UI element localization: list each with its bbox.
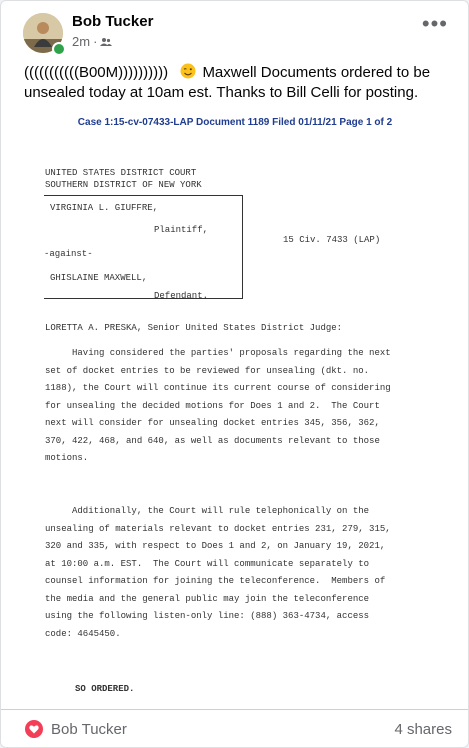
reactor-name[interactable]: Bob Tucker: [51, 721, 127, 738]
post-meta: [72, 34, 112, 49]
court-name: [45, 167, 202, 191]
love-reaction-icon[interactable]: [25, 720, 43, 738]
paragraph-2: Additionally, the Court will rule telephonically on the unsealing of materials relevant to docket entries 231, 279, 315, 320 and 335, with respect to Does 1 and 2, on January 19, 2021, at 10:00 a.m. EST. The Court will communicate separately to counsel information for joining the teleconference. Members of the media and the general public may join the teleconference using the following listen-only line: (888) 363-4734, access code: 4645450.: [45, 506, 391, 639]
more-options-icon[interactable]: •••: [421, 11, 448, 36]
document-header: Case 1:15-cv-07433-LAP Document 1189 Filed 01/11/21 Page 1 of 2: [77, 117, 393, 128]
plaintiff-role: Plaintiff,: [154, 225, 209, 235]
meta-separator: ·: [93, 34, 98, 49]
post-text-part2: Maxwell Documents ordered to be unsealed today at 10am est. Thanks to Bill Celli for posting.: [24, 64, 431, 101]
plaintiff-name: VIRGINIA L. GIUFFRE,: [50, 203, 159, 213]
defendant-role: Defendant.: [154, 291, 209, 301]
post-time[interactable]: 2m: [72, 34, 91, 49]
so-ordered: SO ORDERED.: [75, 684, 135, 694]
case-caption-box: [44, 195, 243, 299]
defendant-name: GHISLAINE MAXWELL,: [50, 273, 148, 283]
court-line-2: SOUTHERN DISTRICT OF NEW YORK: [45, 180, 202, 190]
post-text-part1: (((((((((((B00M)))))))))): [24, 64, 169, 81]
friends-icon[interactable]: [100, 37, 112, 47]
court-line-1: UNITED STATES DISTRICT COURT: [45, 168, 197, 178]
winking-face-icon: [180, 63, 196, 79]
post-text: [24, 63, 454, 103]
online-status-dot: [52, 42, 66, 56]
against-text: -against-: [44, 249, 93, 259]
post-footer: [1, 709, 468, 748]
court-document-image[interactable]: [19, 111, 451, 709]
author-name[interactable]: Bob Tucker: [72, 13, 154, 30]
post-header: [1, 1, 468, 59]
paragraph-1: Having considered the parties' proposals regarding the next set of docket entries to be reviewed for unsealing (dkt. no. 1188), the Court will continue its current course of considering for unsealing the decided motions for Does 1 and 2. The Court next will consider for unsealing docket entries 345, 356, 362, 370, 422, 468, and 640, as well as documents relevant to those motions.: [45, 348, 391, 463]
shares-count[interactable]: 4 shares: [394, 721, 452, 738]
judge-line: LORETTA A. PRESKA, Senior United States District Judge:: [45, 323, 343, 333]
case-number: 15 Civ. 7433 (LAP): [283, 235, 381, 245]
